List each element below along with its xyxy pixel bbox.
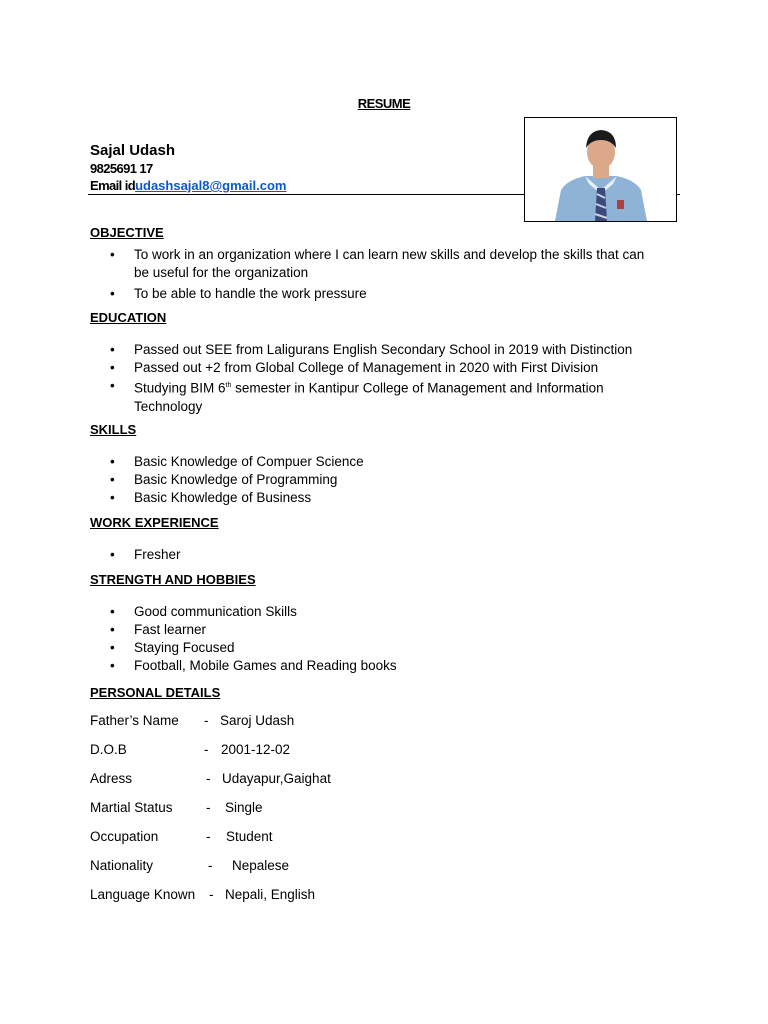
detail-separator: - bbox=[206, 800, 211, 815]
resume-title: RESUME bbox=[357, 96, 411, 111]
skills-heading: SKILLS bbox=[90, 422, 137, 437]
detail-value: Udayapur,Gaighat bbox=[222, 771, 331, 786]
detail-value: Saroj Udash bbox=[220, 713, 295, 728]
list-item: • Fast learner bbox=[110, 622, 207, 637]
detail-value: Student bbox=[226, 829, 273, 844]
education-list bbox=[90, 341, 650, 416]
personal-heading: PERSONAL DETAILS bbox=[90, 685, 221, 700]
bullet-icon: • bbox=[110, 454, 115, 469]
detail-label: Occupation bbox=[90, 829, 159, 844]
list-item: • To be able to handle the work pressure bbox=[110, 286, 367, 301]
bullet-icon: • bbox=[110, 360, 115, 375]
detail-label: Father’s Name bbox=[90, 713, 179, 728]
bullet-icon: • bbox=[110, 640, 115, 655]
list-item: • Passed out SEE from Laligurans English Secondary School in 2019 with Distinction bbox=[110, 342, 633, 357]
detail-separator: - bbox=[209, 887, 214, 902]
bullet-icon: • bbox=[110, 286, 115, 301]
list-item: • Good communication Skills bbox=[110, 604, 297, 619]
detail-separator: - bbox=[204, 713, 209, 728]
list-item: • Passed out +2 from Global College of Management in 2020 with First Division bbox=[110, 360, 599, 375]
list-item: • Basic Khowledge of Business bbox=[110, 490, 312, 505]
email-row bbox=[90, 178, 286, 193]
bullet-icon: • bbox=[110, 622, 115, 637]
detail-label: Adress bbox=[90, 771, 133, 786]
profile-photo bbox=[524, 117, 677, 222]
list-item: • Football, Mobile Games and Reading books bbox=[110, 658, 397, 673]
bullet-icon: • bbox=[110, 247, 115, 262]
objective-list bbox=[90, 246, 650, 303]
bullet-icon: • bbox=[110, 342, 115, 357]
bullet-icon: • bbox=[110, 658, 115, 673]
bullet-icon: • bbox=[110, 378, 115, 393]
list-item: • Basic Knowledge of Programming bbox=[110, 472, 338, 487]
bullet-icon: • bbox=[110, 472, 115, 487]
detail-value: Single bbox=[225, 800, 263, 815]
hobbies-heading: STRENGTH AND HOBBIES bbox=[90, 572, 256, 587]
bullet-icon: • bbox=[110, 547, 115, 562]
email-label: Email id bbox=[90, 178, 136, 193]
list-item: • To work in an organization where I can learn new skills and develop the skills that can be useful for the organization bbox=[110, 247, 645, 280]
detail-label: Martial Status bbox=[90, 800, 173, 815]
email-link[interactable]: udashsajal8@gmail.com bbox=[135, 178, 287, 193]
detail-label: Nationality bbox=[90, 858, 154, 873]
phone-number: 9825691 17 bbox=[90, 161, 153, 176]
list-item: • Studying BIM 6th semester in Kantipur College of Management and Information Technology bbox=[110, 378, 604, 414]
list-item: • Fresher bbox=[110, 547, 181, 562]
detail-label: Language Known bbox=[90, 887, 196, 902]
work-heading: WORK EXPERIENCE bbox=[90, 515, 219, 530]
profile-photo-image bbox=[525, 118, 676, 221]
candidate-name: Sajal Udash bbox=[90, 142, 176, 159]
detail-value: 2001-12-02 bbox=[221, 742, 291, 757]
bullet-icon: • bbox=[110, 490, 115, 505]
hobbies-list bbox=[90, 603, 650, 675]
detail-value: Nepali, English bbox=[225, 887, 316, 902]
detail-separator: - bbox=[208, 858, 213, 873]
skills-list bbox=[90, 453, 650, 507]
detail-value: Nepalese bbox=[232, 858, 290, 873]
detail-separator: - bbox=[204, 742, 209, 757]
detail-separator: - bbox=[206, 771, 211, 786]
work-list bbox=[90, 546, 650, 564]
detail-label: D.O.B bbox=[90, 742, 127, 757]
education-heading: EDUCATION bbox=[90, 310, 167, 325]
list-item: • Basic Knowledge of Compuer Science bbox=[110, 454, 364, 469]
bullet-icon: • bbox=[110, 604, 115, 619]
objective-heading: OBJECTIVE bbox=[90, 225, 164, 240]
list-item: • Staying Focused bbox=[110, 640, 235, 655]
detail-separator: - bbox=[206, 829, 211, 844]
